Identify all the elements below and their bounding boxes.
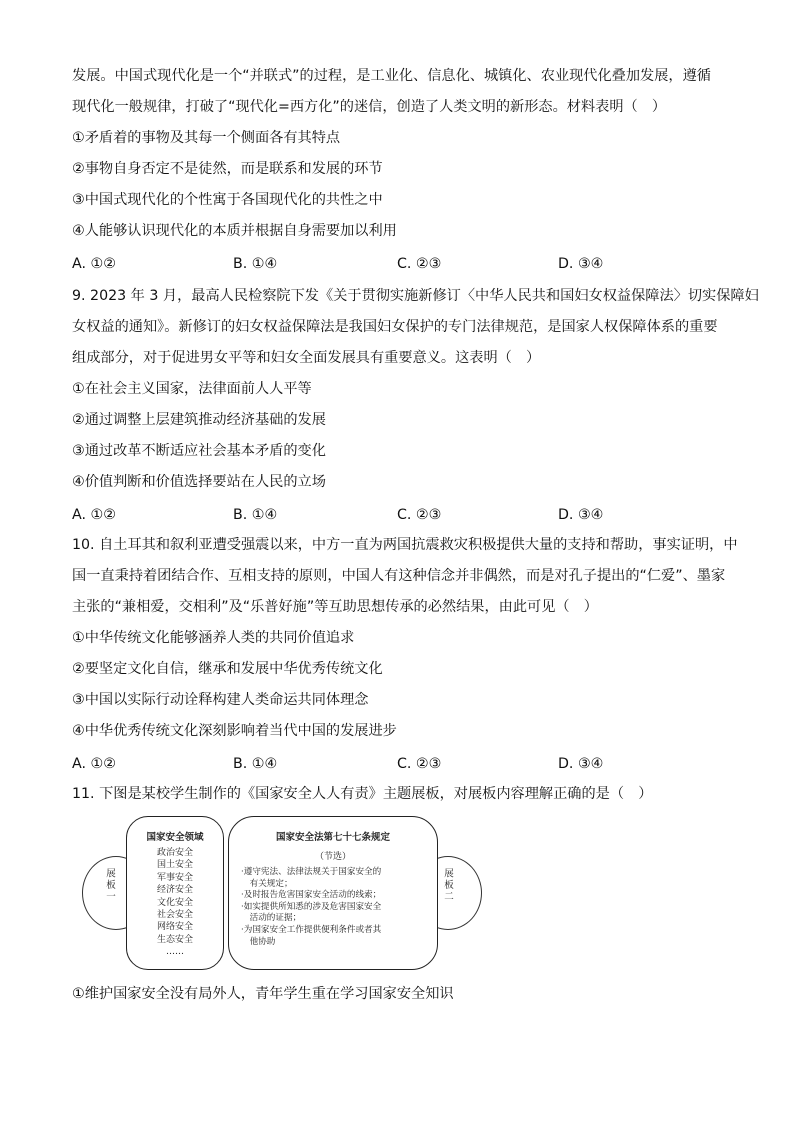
q8-stem-line-2: 现代化一般规律，打破了“现代化=西方化”的迷信，创造了人类文明的新形态。材料表明（ ）: [72, 99, 667, 115]
panel-one-item: ……: [166, 947, 184, 958]
q8-stem-line-1: 发展。中国式现代化是一个“并联式”的过程，是工业化、信息化、城镇化、农业现代化叠加发展，遵循: [72, 68, 711, 84]
q8-item-1: ①矛盾着的事物及其每一个侧面各有其特点: [72, 130, 341, 146]
q9-item-4: ④价值判断和价值选择要站在人民的立场: [72, 474, 326, 490]
panel-one-item: 经济安全: [156, 885, 193, 896]
panel-two-item: 他协助: [241, 936, 276, 947]
panel-one-item: 政治安全: [156, 848, 193, 858]
q9-stem-line-3: 组成部分，对于促进男女平等和妇女全面发展具有重要意义。这表明（ ）: [72, 350, 541, 366]
q10-option-c: C. ②③: [397, 756, 442, 772]
panel-two-subtitle: （节选）: [314, 852, 351, 862]
q8-item-2: ②事物自身否定不是徒然，而是联系和发展的环节: [72, 161, 383, 177]
board-panel-one: [126, 816, 224, 970]
q11-item-1: ①维护国家安全没有局外人，青年学生重在学习国家安全知识: [72, 986, 454, 1002]
q9-stem-line-1: 9. 2023 年 3 月，最高人民检察院下发《关于贯彻实施新修订〈中华人民共和国妇女权益保障法〉切实保障妇: [72, 288, 759, 304]
panel-two-item: ·如实提供所知悉的涉及危害国家安全: [241, 901, 382, 912]
panel-one-list: [127, 847, 223, 959]
q10-stem-line-3: 主张的“兼相爱，交相利”及“乐普好施”等互助思想传承的必然结果，由此可见（ ）: [72, 599, 598, 615]
panel-two-list: [241, 867, 431, 948]
q8-option-c: C. ②③: [397, 256, 442, 272]
panel-one-item: 文化安全: [156, 897, 193, 908]
q10-item-2: ②要坚定文化自信，继承和发展中华优秀传统文化: [72, 661, 383, 677]
q10-item-3: ③中国以实际行动诠释构建人类命运共同体理念: [72, 692, 369, 708]
panel-two-item: ·及时报告危害国家安全活动的线索；: [241, 890, 382, 901]
q9-option-a: A. ①②: [72, 507, 116, 523]
q8-option-b: B. ①④: [233, 256, 278, 272]
panel-one-item: 国土安全: [156, 860, 193, 871]
board-panel-two: [228, 816, 438, 970]
q9-option-c: C. ②③: [397, 507, 442, 523]
q8-item-4: ④人能够认识现代化的本质并根据自身需要加以利用: [72, 223, 397, 239]
q8-option-d: D. ③④: [558, 256, 604, 272]
q10-option-d: D. ③④: [558, 756, 604, 772]
q10-item-1: ①中华传统文化能够涵养人类的共同价值追求: [72, 630, 355, 646]
q9-option-d: D. ③④: [558, 507, 604, 523]
panel-one-item: 社会安全: [156, 910, 193, 921]
q9-item-3: ③通过改革不断适应社会基本矛盾的变化: [72, 443, 326, 459]
board-left-label: 展板一: [104, 868, 115, 903]
q11-stem-line-1: 11. 下图是某校学生制作的《国家安全人人有责》主题展板，对展板内容理解正确的是（ ）: [72, 786, 653, 802]
q10-stem-line-1: 10. 自土耳其和叙利亚遭受强震以来，中方一直为两国抗震救灾积极提供大量的支持和帮助，事实证明，中: [72, 537, 738, 553]
panel-two-item: ·遵守宪法、法律法规关于国家安全的: [241, 867, 382, 877]
q10-option-a: A. ①②: [72, 756, 116, 772]
exhibit-board-figure: [80, 812, 480, 972]
panel-one-item: 生态安全: [156, 934, 193, 945]
q8-item-3: ③中国式现代化的个性寓于各国现代化的共性之中: [72, 192, 383, 208]
panel-two-item: ·为国家安全工作提供便利条件或者其: [241, 924, 382, 935]
q9-stem-line-2: 女权益的通知》。新修订的妇女权益保障法是我国妇女保护的专门法律规范，是国家人权保障体系的重要: [72, 319, 718, 335]
q9-item-1: ①在社会主义国家，法律面前人人平等: [72, 381, 312, 397]
q10-stem-line-2: 国一直秉持着团结合作、互相支持的原则，中国人有这种信念并非偶然，而是对孔子提出的“仁爱”、墨家: [72, 568, 726, 584]
board-right-label: 展板二: [442, 868, 453, 903]
panel-two-item: 活动的证据；: [241, 913, 302, 924]
panel-two-title: 国家安全法第七十七条规定: [275, 832, 390, 843]
q10-option-b: B. ①④: [233, 756, 278, 772]
q10-item-4: ④中华优秀传统文化深刻影响着当代中国的发展进步: [72, 723, 397, 739]
q9-item-2: ②通过调整上层建筑推动经济基础的发展: [72, 412, 326, 428]
q9-option-b: B. ①④: [233, 507, 278, 523]
panel-two-item: 有关规定；: [241, 878, 293, 889]
panel-one-item: 网络安全: [156, 922, 193, 933]
q8-option-a: A. ①②: [72, 256, 116, 272]
panel-one-item: 军事安全: [156, 872, 193, 883]
panel-one-title: 国家安全领域: [146, 832, 204, 843]
